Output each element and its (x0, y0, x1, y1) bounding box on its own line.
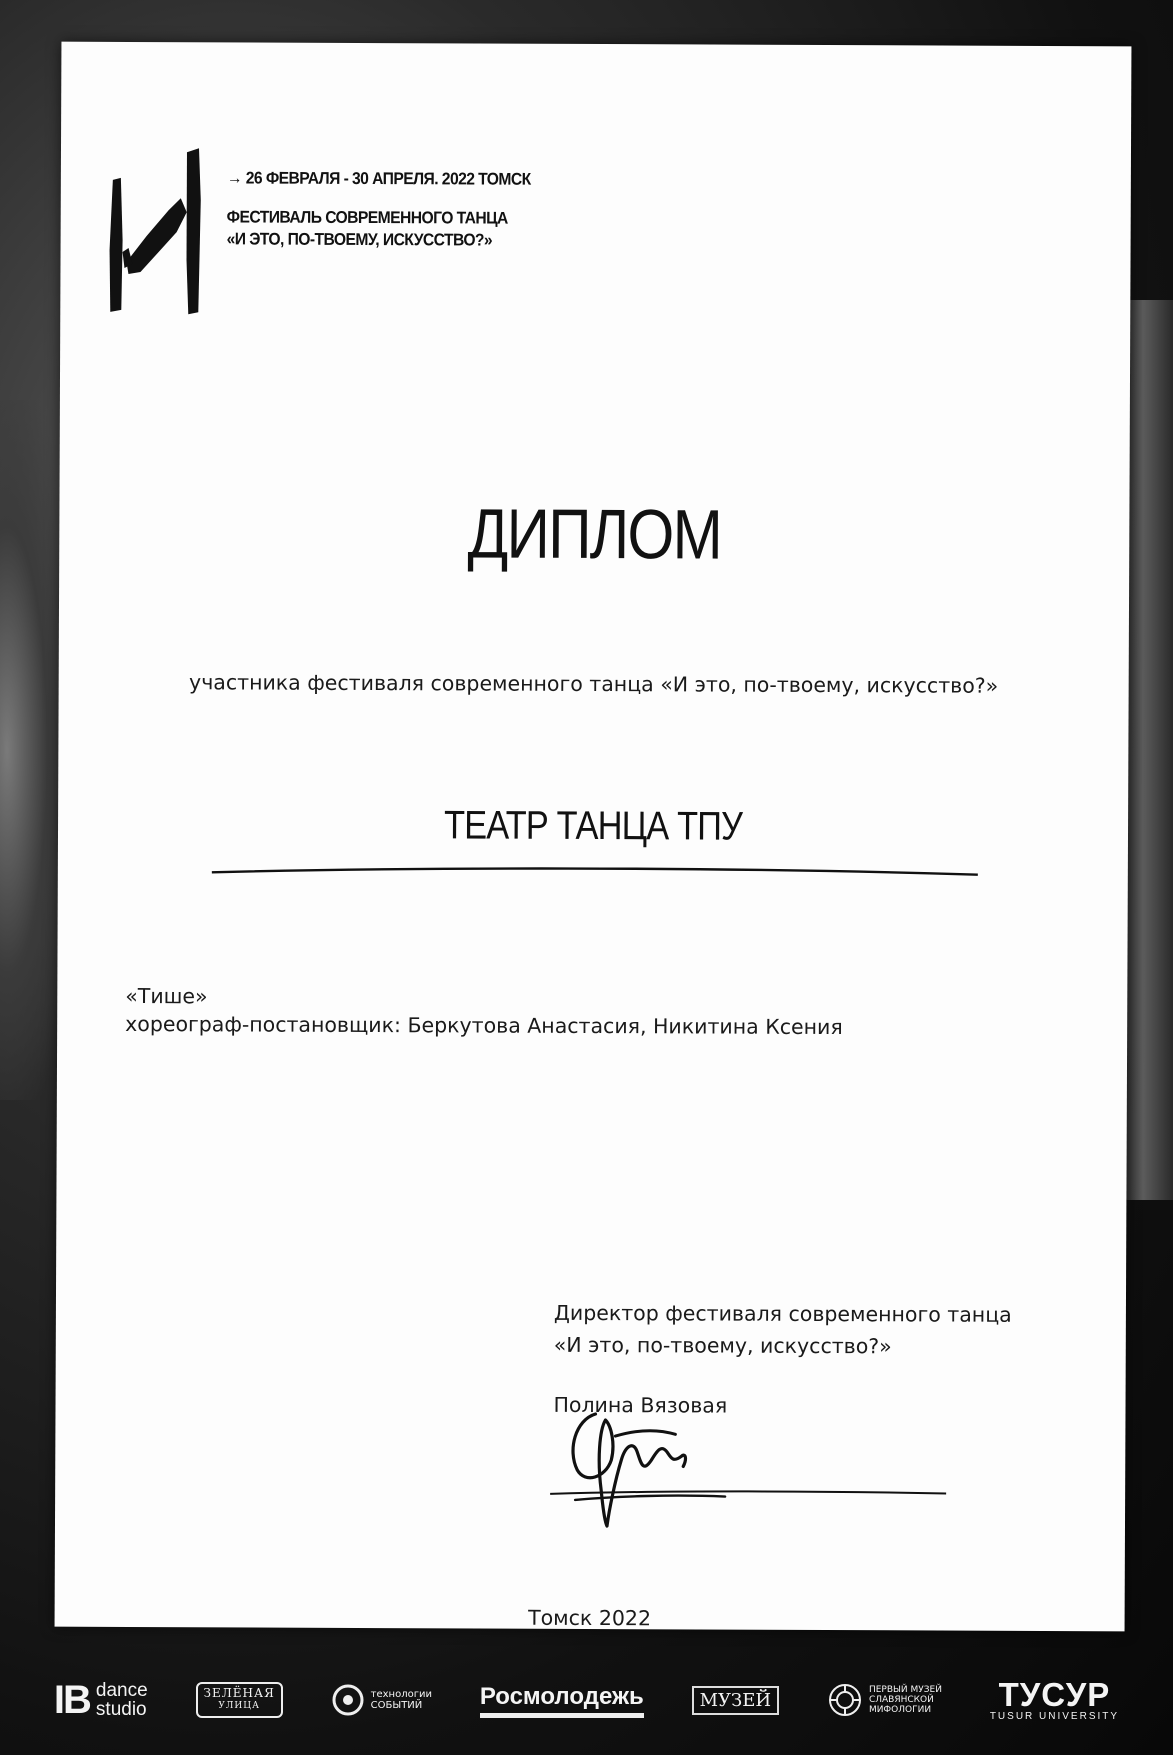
slav-line1: ПЕРВЫЙ МУЗЕЙ (868, 1685, 942, 1695)
festival-logo (106, 140, 207, 315)
slav-line2: СЛАВЯНСКОЙ (868, 1695, 934, 1705)
sponsor-zelenaya-ulitsa (196, 1682, 283, 1718)
sponsor-tusur (989, 1675, 1120, 1722)
sponsor-tekhnologii-sobytiy (331, 1683, 432, 1717)
diploma-title: ДИПЛОМ (467, 494, 722, 574)
participant-line: участника фестиваля современного танца «И это, по-твоему, искусство?» (189, 670, 999, 698)
festival-name-line1: ФЕСТИВАЛЬ СОВРЕМЕННОГО ТАНЦА (226, 207, 508, 228)
ib-logo-line2: studio (95, 1699, 147, 1720)
sponsor-muzei (692, 1686, 780, 1715)
muzei-logo: МУЗЕЙ (692, 1686, 780, 1715)
sponsor-rosmolodezh (480, 1683, 644, 1718)
ib-logo-line1: dance (95, 1680, 148, 1701)
sponsor-ib-dance-studio (54, 1678, 148, 1723)
sponsor-bar (0, 1655, 1173, 1745)
ib-logo-mark: IB (53, 1677, 90, 1722)
director-signature (555, 1400, 736, 1531)
tekhnologii-line2: СОБЫТИЙ (370, 1700, 423, 1711)
tekhnologii-line1: технологии (370, 1689, 432, 1700)
director-name: Полина Вязовая (553, 1392, 728, 1418)
city-year: Томск 2022 (528, 1605, 652, 1631)
director-role-line1: Директор фестиваля современного танца (553, 1300, 1012, 1327)
festival-dates: → 26 ФЕВРАЛЯ - 30 АПРЕЛЯ. 2022 ТОМСК (226, 168, 531, 189)
festival-name (227, 206, 779, 252)
festival-name-line2: «И ЭТО, ПО-ТВОЕМУ, ИСКУССТВО?» (226, 229, 493, 250)
sun-emblem-icon (827, 1682, 863, 1718)
zelenaya-line2: УЛИЦА (218, 1701, 260, 1711)
tekhnologii-icon (331, 1683, 365, 1717)
director-role-line2: «И это, по-твоему, искусство?» (553, 1332, 892, 1359)
sponsor-slavic-museum (827, 1682, 942, 1718)
work-title: «Тише» (125, 983, 208, 1009)
signature-line (548, 1486, 948, 1500)
tusur-logo: ТУСУР (998, 1675, 1111, 1713)
diploma-sheet (55, 42, 1132, 1632)
slav-line3: МИФОЛОГИИ (868, 1705, 932, 1715)
director-role (554, 1297, 1114, 1363)
ib-logo-text (96, 1681, 148, 1719)
team-name-underline (210, 862, 980, 881)
team-name: ТЕАТР ТАНЦА ТПУ (443, 803, 743, 849)
zelenaya-line1: ЗЕЛЁНАЯ (203, 1686, 275, 1700)
tusur-subtitle: TUSUR UNIVERSITY (989, 1710, 1120, 1722)
choreographers: хореограф-постановщик: Беркутова Анастасия, Никитина Ксения (125, 1011, 843, 1040)
festival-header (227, 168, 827, 253)
rosmolodezh-logo: Росмолодежь (480, 1683, 644, 1718)
